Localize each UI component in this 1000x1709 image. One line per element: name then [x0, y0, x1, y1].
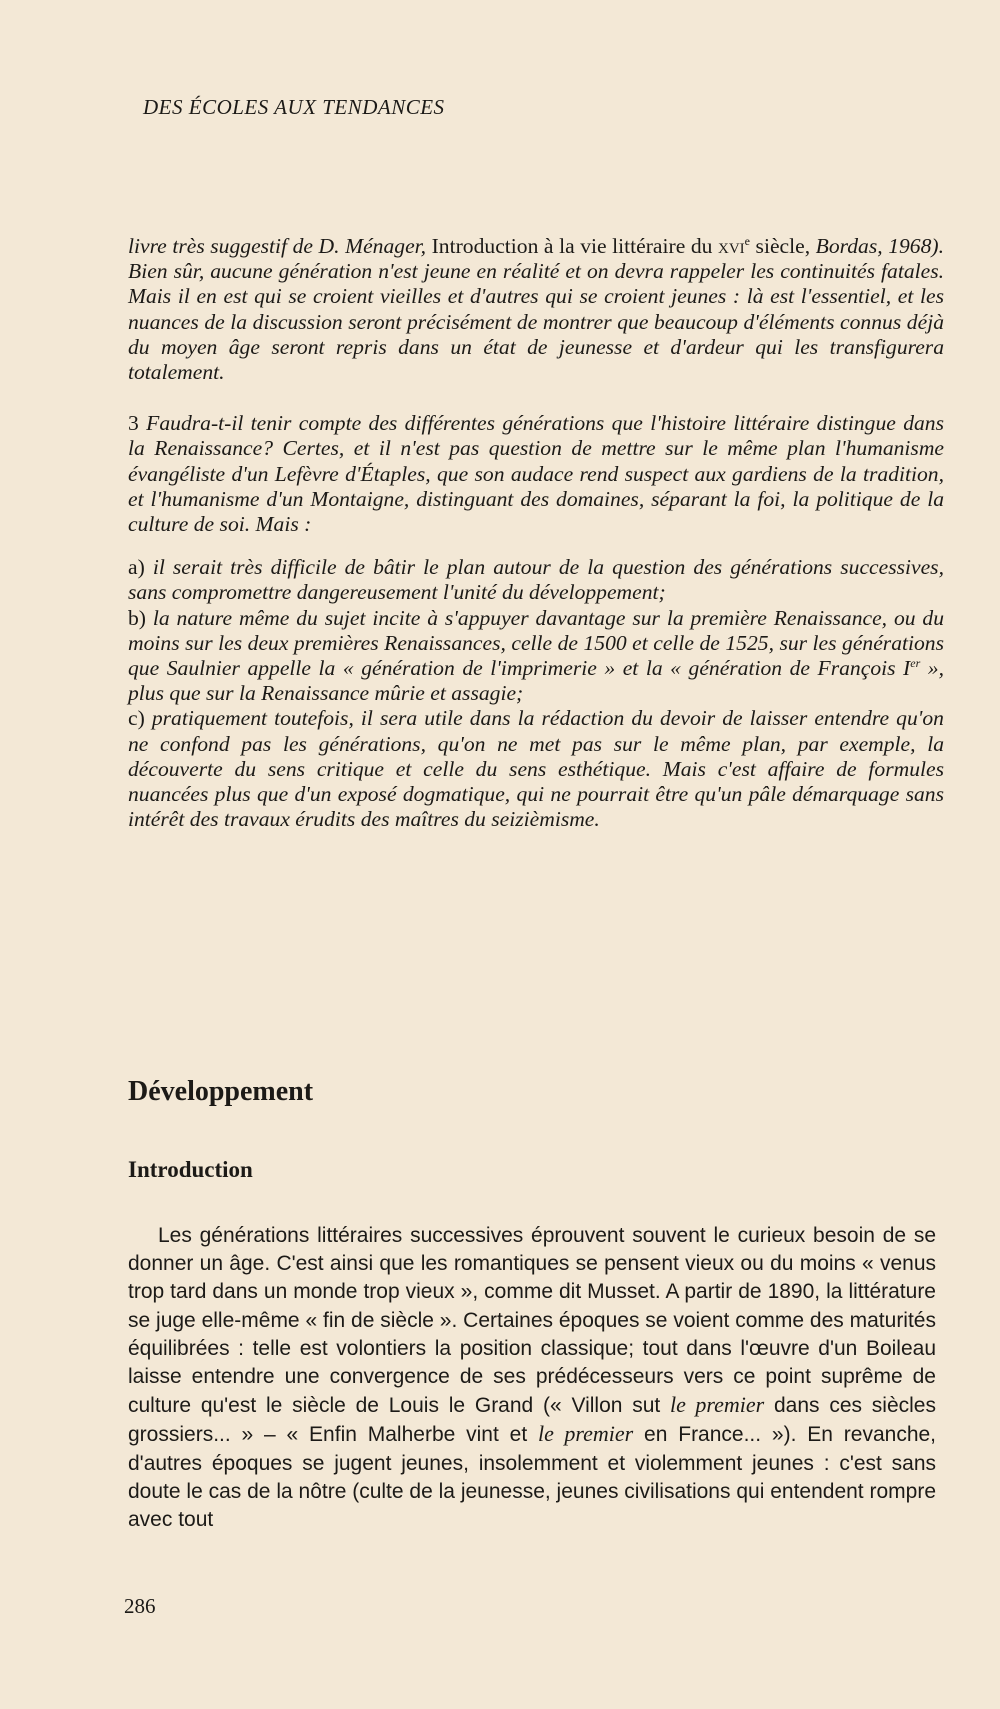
item-c-text: pratiquement toutefois, il sera utile dans la rédaction du devoir de laisser entendre qu'on ne confond pas les générations, qu'on ne met pas sur le même plan, par exemple, la découverte du sens critique et celle du sens esthétique. Mais c'est affaire de formules nuancées plus que d'un exposé dogmatique, qui ne pourrait être qu'un pâle démarquage sans intérêt des travaux érudits des maîtres du seizièmisme.	[128, 706, 944, 832]
running-head: DES ÉCOLES AUX TENDANCES	[143, 95, 445, 119]
note-3	[128, 411, 944, 537]
note-3-text: Faudra-t-il tenir compte des différentes générations que l'histoire littéraire distingue dans la Renaissance? Certes, et il n'est pas question de mettre sur le même plan l'humanisme évangéliste d'un Lefèvre d'Étaples, que son audace rend suspect aux gardiens de la tradition, et l'humanisme d'un Montaigne, distinguant des domaines, séparant la foi, la politique de la culture de soi. Mais :	[128, 411, 944, 537]
body-text-2: dans ces siècles grossiers... » – « Enfin Malherbe vint et	[128, 1394, 936, 1447]
item-b-text-1: la nature même du sujet incite à s'appuyer davantage sur la première Renaissance, ou du moins sur les deux premières Renaissances, celle de 1500 et celle de 1525, sur les générations que Saulnier appelle la « génération de l'imprimerie » et la « génération de François I	[128, 605, 945, 681]
item-a-label: a)	[128, 555, 153, 580]
note-2-siecle: siècle,	[750, 234, 816, 258]
note-3-item-c	[128, 706, 944, 832]
note-3-item-b	[128, 606, 944, 707]
body-text-3: en France... »). En revanche, d'autres époques se jugent jeunes, insolemment et violemment jeunes : c'est sans doute le cas de la nôtre (culte de la jeunesse, jeunes civilisations qui entendent rompre avec tout	[128, 1423, 937, 1532]
note-2-text-b: Bordas, 1968). Bien sûr, aucune génération n'est jeune en réalité et on devra rappeler les continuités fatales. Mais il en est qui se croient vieilles et d'autres qui se croient jeunes : là est l'essentiel, et les nuances de la discussion seront précisément de montrer que beaucoup d'éléments connus déjà du moyen âge seront repris dans un état de jeunesse et d'ardeur qui les transfigurera totalement.	[128, 234, 944, 385]
item-b-sup: er	[910, 655, 921, 670]
body-text-1: Les générations littéraires successives éprouvent souvent le curieux besoin de se donner un âge. C'est ainsi que les romantiques se pensent vieux ou du moins « venus trop tard dans un monde trop vieux », comme dit Musset. A partir de 1890, la littérature se juge elle-même « fin de siècle ». Certaines époques se voient comme des maturités équilibrées : telle est volontiers la position classique; tout dans l'œuvre d'un Boileau laisse entendre une convergence de ses prédécesseurs vers ce point suprême de culture qu'est le siècle de Louis le Grand (« Villon sut	[128, 1224, 936, 1418]
note-3-item-a	[128, 555, 944, 605]
body-paragraph	[128, 1222, 936, 1534]
note-2-book-title: Introduction à la vie littéraire du	[426, 234, 718, 258]
item-b-text-2: », plus que sur la Renaissance mûrie et assagie;	[128, 656, 944, 706]
note-2-continuation	[128, 234, 944, 385]
note-3-number: 3	[128, 411, 147, 436]
subsection-title: Introduction	[128, 1157, 253, 1182]
body-emphasis-2: le premier	[538, 1421, 634, 1447]
note-2-text-a: livre très suggestif de D. Ménager,	[128, 234, 427, 258]
item-b-label: b)	[128, 605, 153, 630]
item-c-label: c)	[128, 706, 152, 731]
section-title: Développement	[128, 1076, 314, 1107]
footnotes	[128, 234, 944, 832]
note-2-century-sup: e	[744, 233, 750, 248]
body-emphasis-1: le premier	[670, 1392, 765, 1418]
page-number: 286	[124, 1594, 156, 1618]
item-a-text: il serait très difficile de bâtir le plan autour de la question des générations successives, sans compromettre dangereusement l'unité du développement;	[128, 555, 944, 605]
note-2-century: xvi	[718, 234, 745, 258]
